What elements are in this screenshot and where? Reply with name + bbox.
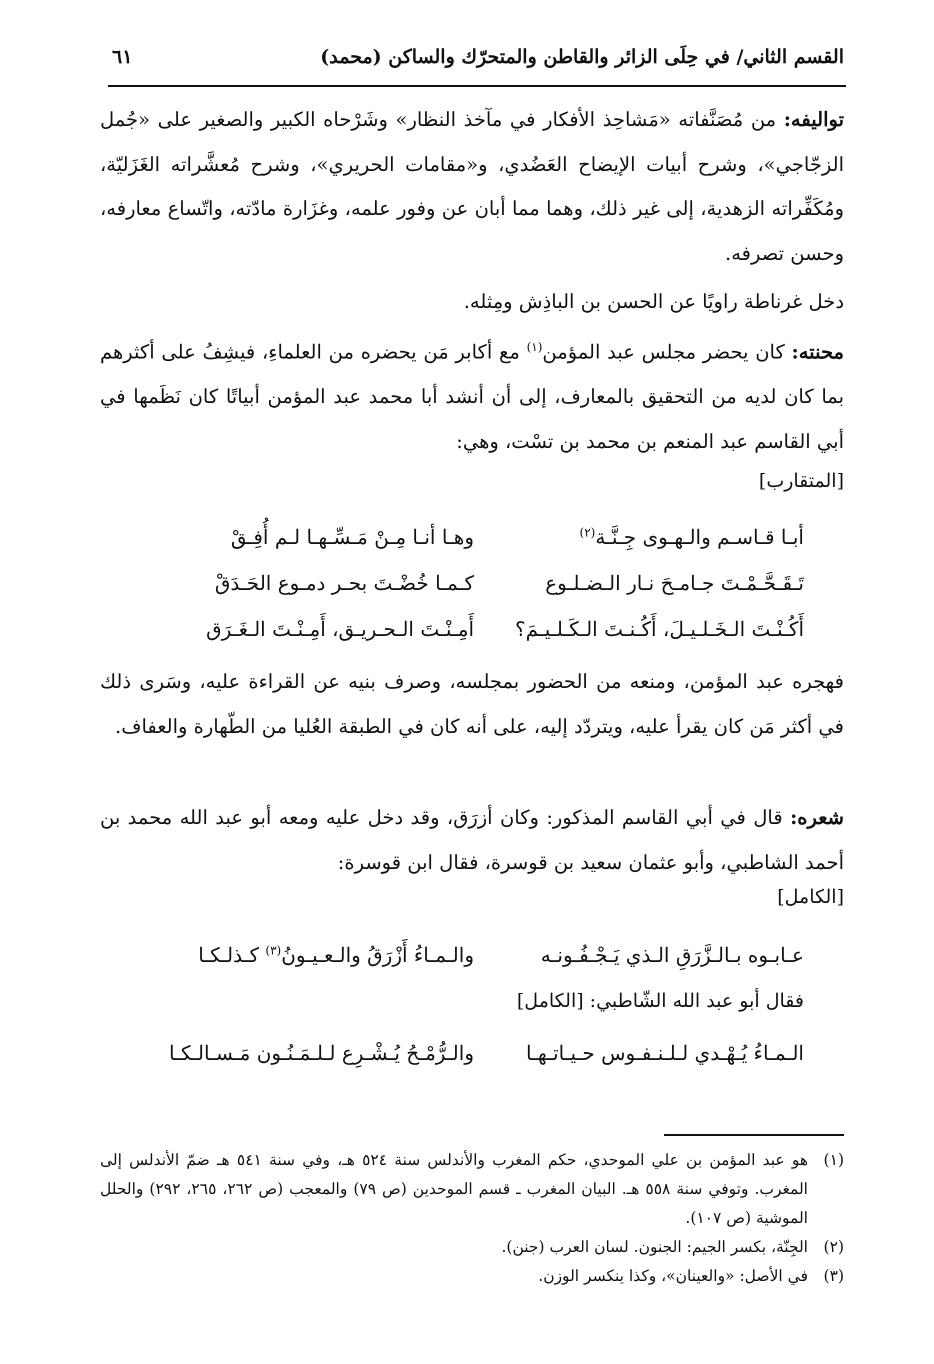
hemistich-first: تَـقَـحَّـمْـتَ جـامـحَ نـار الـضـلـوع (545, 571, 804, 595)
page-number: ٦١ (112, 46, 133, 68)
verse-line (144, 932, 804, 978)
footnote-number: (٣) (823, 1267, 844, 1285)
footnotes (100, 1146, 844, 1291)
paragraph-hajr (100, 660, 844, 749)
meter-label: [المتقارب] (758, 470, 844, 492)
footnote-item (100, 1262, 844, 1291)
paragraph-shi'r (100, 796, 844, 885)
paragraph-text: دخل غرناطة راويًا عن الحسن بن الباذِش ومِثله. (463, 290, 844, 313)
paragraph-text: مع أكابر مَن يحضره من العلماءِ، فيشِفُ على أكثرهم بما كان لديه من التحقيق بالمعارف، إلى أن أنشد أبا محمد عبد المؤمن أبياتًا كان نَظَمها في أبي القاسم عبد المنعم بن محمد بن تسْت، وهي: (100, 340, 844, 453)
poem-kamil-2 (144, 1030, 804, 1076)
hemistich-first: أَكُـنْـتَ الـخَـلـيـلَ، أَكُـنـتَ الـكَـلـيـمَ؟ (515, 617, 804, 641)
footnote-item (100, 1146, 844, 1233)
footnote-ref[interactable]: (٢) (579, 525, 596, 540)
paragraph-granada (100, 280, 844, 325)
footnote-rule (664, 1134, 844, 1136)
footnote-text: هو عبد المؤمن بن علي الموحدي، حكم المغرب والأندلس سنة ٥٢٤ هـ، وفي سنة ٥٤١ هـ ضمّ الأندلس إلى المغرب. وتوفي سنة ٥٥٨ هـ. البيان المغرب ـ قسم الموحدين (ص ٧٩) والمعجب (ص ٢٦٢، ٢٦٥، ٢٩٢) والحلل الموشية (ص ١٠٧). (100, 1151, 808, 1227)
footnote-ref[interactable]: (٣) (265, 943, 282, 958)
verse-line (144, 514, 804, 560)
verse-line (144, 606, 804, 652)
footnote-ref[interactable]: (١) (526, 340, 543, 354)
running-header-title: القسم الثاني/ في حِلَى الزائر والقاطن والمتحرّك والساكن (محمد) (320, 46, 844, 68)
poem-mutaqarib (144, 514, 804, 652)
section-lead-tawalif: تواليفه: (783, 108, 844, 131)
hemistich-second: أَمِـنْـتَ الـحـريـق، أَمِـنْـتَ الـغَـرَق (206, 617, 474, 641)
paragraph-text: قال في أبي القاسم المذكور: وكان أزرَق، وقد دخل عليه ومعه أبو عبد الله محمد بن أحمد الشاطبي، وأبو عثمان سعيد بن قوسرة، فقال ابن قوسرة: (100, 806, 844, 874)
footnote-text: في الأصل: «والعينان»، وكذا ينكسر الوزن. (538, 1267, 808, 1285)
hemistich-first: الـمـاءُ يُـهْـدي لـلـنـفـوس حـيـاتـهـا (525, 1041, 804, 1065)
meter-label: [الكامل] (777, 886, 844, 908)
paragraph-text: فهجره عبد المؤمن، ومنعه من الحضور بمجلسه، وصرف بنيه عن القراءة عليه، وسَرى ذلك في أكثر مَن كان يقرأ عليه، ويتردّد إليه، على أنه كان في الطبقة العُليا من الطّهارة والعفاف. (100, 670, 844, 738)
section-lead-mihna: محنته: (791, 340, 844, 364)
header-rule (108, 85, 846, 87)
hemistich-second: وهـا أنـا مِـنْ مَـسِّـهـا لـم أُفِـقْ (230, 525, 474, 549)
verse-line (144, 560, 804, 606)
footnote-number: (٢) (823, 1238, 844, 1256)
hemistich-second: كـمـا خُضْـتَ بحـر دمـوع الحَـدَقْ (214, 571, 474, 595)
paragraph-text: كان يحضر مجلس عبد المؤمن (542, 340, 792, 364)
footnote-number: (١) (823, 1151, 844, 1169)
verse-line (144, 1030, 804, 1076)
paragraph-mihna (100, 325, 844, 464)
hemistich-first: أبـا قـاسـم والـهـوى جِـنَّـة$^{(٢)}$ (579, 525, 804, 549)
footnote-item (100, 1233, 844, 1262)
attribution-line: فقال أبو عبد الله الشّاطبي: [الكامل] (516, 990, 804, 1012)
hemistich-second: والـرُّمْـحُ يُـشْـرِع لـلـمَـنُـون مَـسـالـكـا (169, 1041, 474, 1065)
paragraph-tawalif (100, 98, 844, 276)
paragraph-text: من مُصَنَّفاته «مَشاحِذ الأفكار في مآخذ النظار» وشَرْحاه الكبير والصغير على «جُمل الزجّاجي»، وشرح أبيات الإيضاح العَضُدي، و«مقامات الحريري»، وشرح مُعشَّراته الغَزَليّة، ومُكَفِّراته الزهدية، إلى غير ذلك، وهما مما أبان عن وفور علمه، وغزَارة مادّته، واتّساع معارفه، وحسن تصرفه. (100, 108, 844, 265)
hemistich-first: عـابـوه بـالـزَّرَقِ الـذي يَـجْـفُـونـه (540, 943, 804, 967)
section-lead-shi'r: شعره: (790, 806, 844, 829)
poem-kamil-1 (144, 932, 804, 978)
footnote-text: الجِنّة، بكسر الجيم: الجنون. لسان العرب (جنن). (501, 1238, 808, 1256)
hemistich-second: والـمـاءُ أَزْرَقُ والـعـيـونُ$^{(٣)}$ كـذلـكـا (198, 943, 474, 967)
